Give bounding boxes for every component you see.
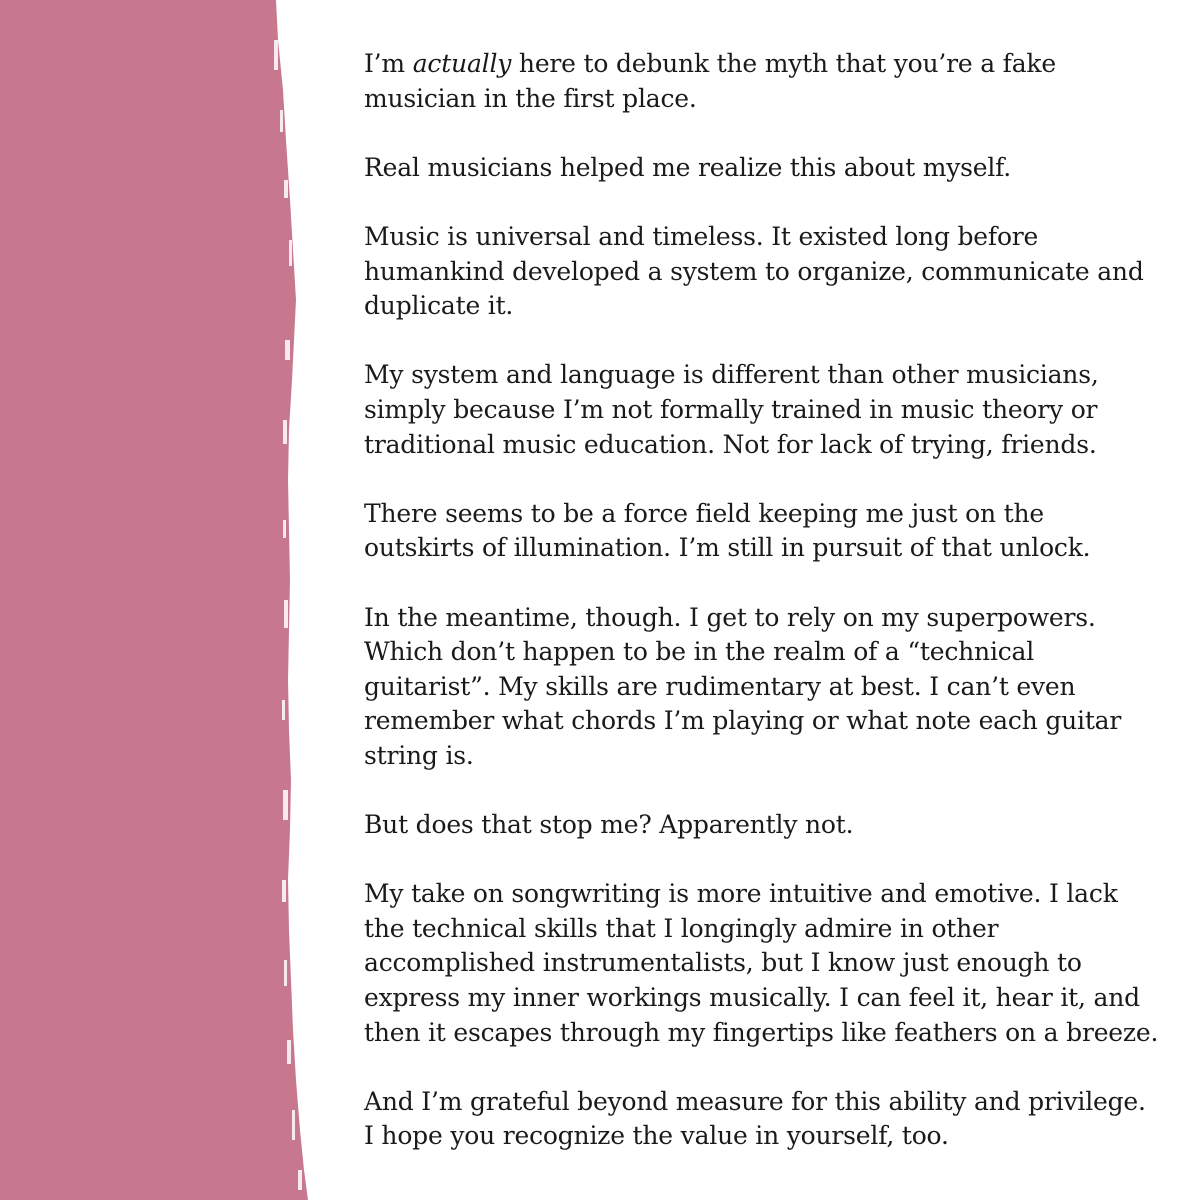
text-line: But does that stop me? Apparently not. bbox=[364, 810, 854, 840]
text-line: express my inner workings musically. I can feel it, hear it, and bbox=[364, 983, 1140, 1013]
text-line: musician in the first place. bbox=[364, 83, 697, 113]
text-line: remember what chords I’m playing or what note each guitar bbox=[364, 706, 1122, 736]
line-text-end: here to debunk the myth that you’re a fake bbox=[511, 49, 1056, 78]
text-line: Music is universal and timeless. It existed long before bbox=[364, 221, 1039, 251]
text-line: humankind developed a system to organize, communicate and bbox=[364, 256, 1144, 286]
text-line: In the meantime, though. I get to rely on my superpowers. bbox=[364, 602, 1096, 632]
text-line: then it escapes through my fingertips like feathers on a breeze. bbox=[364, 1017, 1159, 1047]
paragraph bbox=[364, 47, 1164, 116]
text-line: There seems to be a force field keeping me just on the bbox=[364, 498, 1044, 528]
text-line: My system and language is different than other musicians, bbox=[364, 360, 1099, 390]
paragraph bbox=[364, 151, 1164, 186]
text-line: outskirts of illumination. I’m still in pursuit of that unlock. bbox=[364, 533, 1091, 563]
paragraph bbox=[364, 601, 1164, 774]
text-line: I hope you recognize the value in yourself, too. bbox=[364, 1121, 949, 1151]
text-line: accomplished instrumentalists, but I know just enough to bbox=[364, 948, 1082, 978]
paragraph bbox=[364, 358, 1164, 462]
paragraph bbox=[364, 497, 1164, 566]
paragraph bbox=[364, 808, 1164, 843]
paragraph bbox=[364, 220, 1164, 324]
line-text-start: I’m bbox=[364, 49, 413, 78]
paragraph bbox=[364, 877, 1164, 1050]
text-line: Which don’t happen to be in the realm of a “technical bbox=[364, 637, 1035, 667]
text-line: And I’m grateful beyond measure for this ability and privilege. bbox=[364, 1086, 1146, 1116]
text-line: traditional music education. Not for lack of trying, friends. bbox=[364, 429, 1097, 459]
emphasized-word: actually bbox=[412, 49, 512, 78]
text-line: guitarist”. My skills are rudimentary at best. I can’t even bbox=[364, 671, 1076, 701]
text-line: Real musicians helped me realize this about myself. bbox=[364, 152, 1012, 182]
text-line bbox=[364, 47, 1164, 82]
text-line: string is. bbox=[364, 740, 474, 770]
text-line: My take on songwriting is more intuitive and emotive. I lack bbox=[364, 879, 1118, 909]
text-line: simply because I’m not formally trained in music theory or bbox=[364, 394, 1098, 424]
text-line: the technical skills that I longingly admire in other bbox=[364, 913, 999, 943]
paragraph bbox=[364, 1085, 1164, 1154]
body-text bbox=[364, 47, 1164, 1189]
brush-stroke-shape bbox=[0, 0, 308, 1200]
text-line: duplicate it. bbox=[364, 291, 514, 321]
painted-brush-stroke-band bbox=[0, 0, 320, 1200]
